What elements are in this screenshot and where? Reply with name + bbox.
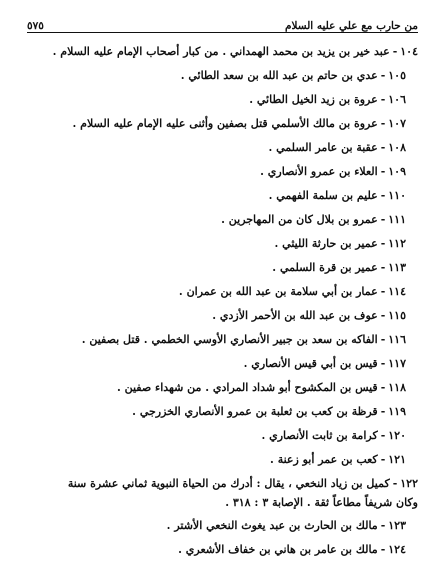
entry-line bbox=[27, 114, 406, 134]
entry-separator: - bbox=[380, 261, 386, 274]
entry-separator: - bbox=[380, 213, 386, 226]
entry-text: كعب بن عمر أبو زعنة . bbox=[270, 453, 378, 466]
entry-text: وكان شريفاً مطاعاً ثقة . الإصابة ٣ : ٣١٨ . bbox=[225, 496, 418, 509]
entry-number: ١٢٣ bbox=[388, 519, 406, 532]
entry-separator: - bbox=[380, 519, 386, 532]
entry-separator: - bbox=[380, 357, 386, 370]
entry-text: عروة بن زيد الخيل الطائي . bbox=[249, 93, 378, 106]
entry-separator: - bbox=[380, 285, 386, 298]
entry-text: عمير بن حارثة الليثي . bbox=[274, 237, 378, 250]
entry-separator: - bbox=[380, 405, 386, 418]
entry-separator: - bbox=[380, 117, 386, 130]
entry-line bbox=[27, 162, 406, 182]
entry-separator: - bbox=[380, 429, 386, 442]
entry-text: عروة بن مالك الأسلمي قتل بصفين وأثنى عليه الإمام عليه السلام . bbox=[72, 117, 378, 130]
entry-text: مالك بن الحارث بن عبد يغوث النخعي الأشتر . bbox=[166, 519, 378, 532]
entry-number: ١١٤ bbox=[388, 285, 406, 298]
entry-text: كميل بن زياد النخعي ، يقال : أدرك من الحياة النبوية ثماني عشرة سنة bbox=[67, 477, 390, 490]
entry-line bbox=[27, 138, 406, 158]
entry-number: ١١١ bbox=[388, 213, 406, 226]
entry-number: ١٢٢ bbox=[400, 477, 418, 490]
entry-line bbox=[27, 90, 406, 110]
page-number: ٥٧٥ bbox=[27, 20, 44, 32]
entry-separator: - bbox=[380, 69, 386, 82]
running-title: من حارب مع علي عليه السلام bbox=[284, 20, 418, 32]
entry-line bbox=[27, 66, 406, 86]
entry-number: ١٢٠ bbox=[388, 429, 406, 442]
entry-text: مالك بن عامر بن هاني بن خفاف الأشعري . bbox=[178, 543, 378, 556]
entry-separator: - bbox=[380, 453, 386, 466]
entry-text: عليم بن سلمة الفهمي . bbox=[268, 189, 378, 202]
entry-number: ١١٠ bbox=[388, 189, 406, 202]
entry-line bbox=[27, 282, 406, 302]
entry-text: عدي بن حاتم بن عبد الله بن سعد الطائي . bbox=[180, 69, 378, 82]
entry-number: ١١٢ bbox=[388, 237, 406, 250]
entry-separator: - bbox=[380, 381, 386, 394]
entry-separator: - bbox=[380, 93, 386, 106]
entry-number: ١١٨ bbox=[388, 381, 406, 394]
entry-separator: - bbox=[392, 477, 398, 490]
entry-number: ١١٦ bbox=[388, 333, 406, 346]
entry-number: ١١٩ bbox=[388, 405, 406, 418]
page-header bbox=[27, 12, 418, 32]
entry-number: ١١٧ bbox=[388, 357, 406, 370]
entry-line bbox=[27, 402, 406, 422]
entry-line bbox=[27, 540, 406, 560]
entry-line bbox=[27, 258, 406, 278]
entry-number: ١٢١ bbox=[388, 453, 406, 466]
entry-number: ١٠٥ bbox=[388, 69, 406, 82]
entry-line bbox=[27, 450, 406, 470]
entry-line bbox=[27, 378, 406, 398]
entry-separator: - bbox=[380, 309, 386, 322]
entry-line bbox=[27, 186, 406, 206]
entry-line bbox=[27, 42, 418, 62]
entry-line bbox=[27, 354, 406, 374]
entry-text: قيس بن أبي قيس الأنصاري . bbox=[243, 357, 378, 370]
entry-number: ١٠٨ bbox=[388, 141, 406, 154]
entry-number: ١١٣ bbox=[388, 261, 406, 274]
entry-line bbox=[27, 306, 406, 326]
entry-line bbox=[27, 234, 406, 254]
entry-separator: - bbox=[380, 543, 386, 556]
entry-line bbox=[27, 426, 406, 446]
entry-number: ١٠٤ bbox=[400, 45, 418, 58]
entry-number: ١٠٩ bbox=[388, 165, 406, 178]
entry-number: ١٠٧ bbox=[388, 117, 406, 130]
entry-text: عمار بن أبي سلامة بن عبد الله بن عمران . bbox=[178, 285, 378, 298]
entry-separator: - bbox=[380, 333, 386, 346]
entry-separator: - bbox=[380, 141, 386, 154]
entry-line bbox=[27, 330, 406, 350]
entry-text: عمير بن قرة السلمي . bbox=[272, 261, 378, 274]
entry-line bbox=[27, 210, 406, 230]
entry-text: قرظة بن كعب بن ثعلبة بن عمرو الأنصاري الخزرجي . bbox=[132, 405, 378, 418]
entry-number: ١٠٦ bbox=[388, 93, 406, 106]
entry-continuation bbox=[27, 493, 418, 513]
entry-separator: - bbox=[380, 189, 386, 202]
entry-text: كرامة بن ثابت الأنصاري . bbox=[261, 429, 378, 442]
entry-line bbox=[27, 474, 418, 494]
entry-separator: - bbox=[380, 237, 386, 250]
entry-text: قيس بن المكشوح أبو شداد المرادي . من شهداء صفين . bbox=[116, 381, 378, 394]
entry-text: العلاء بن عمرو الأنصاري . bbox=[260, 165, 378, 178]
entry-text: عوف بن عبد الله بن الأحمر الأزدي . bbox=[212, 309, 378, 322]
entry-line bbox=[27, 516, 406, 536]
entry-text: عقبة بن عامر السلمي . bbox=[268, 141, 378, 154]
entry-text: الفاكه بن سعد بن جبير الأنصاري الأوسي الخطمي . قتل بصفين . bbox=[81, 333, 378, 346]
entry-number: ١١٥ bbox=[388, 309, 406, 322]
entry-separator: - bbox=[392, 45, 398, 58]
header-rule bbox=[27, 32, 418, 33]
entry-number: ١٢٤ bbox=[388, 543, 406, 556]
entry-text: عمرو بن بلال كان من المهاجرين . bbox=[221, 213, 378, 226]
entry-text: عبد خير بن يزيد بن محمد الهمداني . من كبار أصحاب الإمام عليه السلام . bbox=[52, 45, 390, 58]
entry-separator: - bbox=[380, 165, 386, 178]
